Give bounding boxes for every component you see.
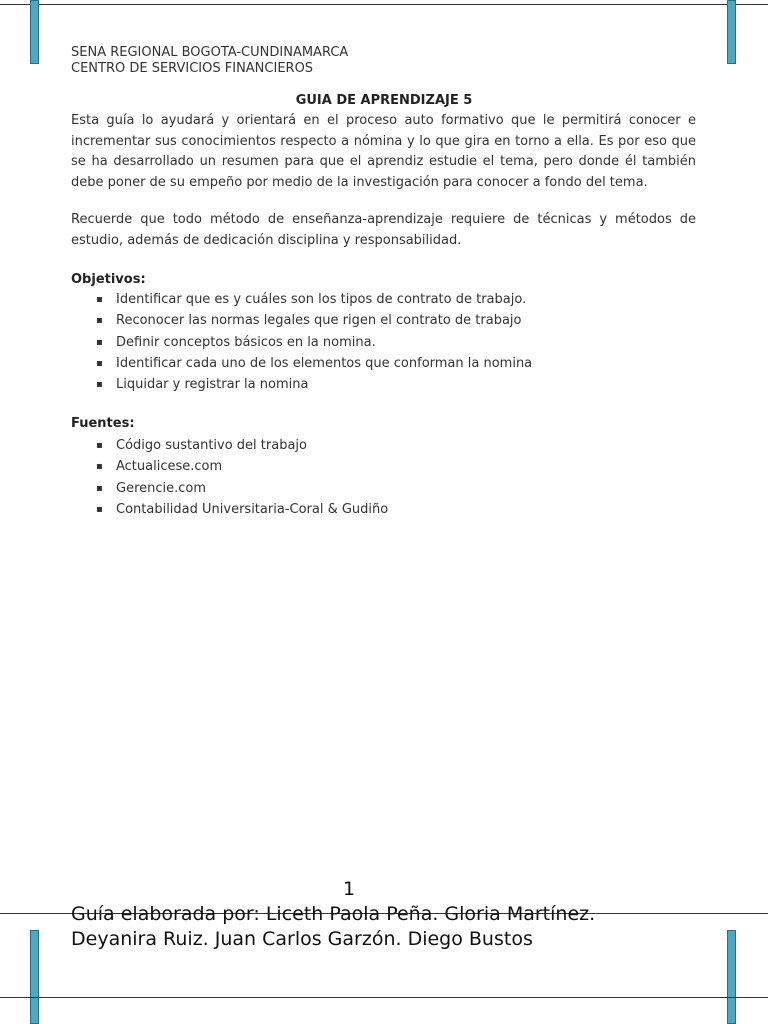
fuentes-heading: Fuentes: [71,416,135,431]
list-item: ▪ Código sustantivo del trabajo [96,435,388,456]
institution-header [71,45,348,77]
header-line-1: SENA REGIONAL BOGOTA-CUNDINAMARCA [71,45,349,60]
list-item: ▪ Reconocer las normas legales que rigen el contrato de trabajo [96,310,532,331]
list-item: ▪ Gerencie.com [96,478,388,499]
page-number: 1 [342,878,356,900]
list-item: ▪ Contabilidad Universitaria-Coral & Gudiño [96,499,388,520]
intro-paragraph: Esta guía lo ayudará y orientará en el proceso auto formativo que le permitirá conocer e incrementar sus conocimientos respecto a nómina y lo que gira en torno a ella. Es por eso que se ha desarrollado un resumen para que el aprendiz estudie el tema, pero donde él también debe poner de su empeño por medio de la investigación para conocer a fondo del tema. [71,113,696,190]
list-item: ▪ Identificar cada uno de los elementos que conforman la nomina [96,353,532,374]
footer-credits [71,902,595,952]
objetivos-heading: Objetivos: [71,272,146,287]
header-line-2: CENTRO DE SERVICIOS FINANCIEROS [71,61,314,76]
list-item: ▪ Liquidar y registrar la nomina [96,374,532,395]
bottom-left-marker [30,930,39,1024]
list-item: ▪ Definir conceptos básicos en la nomina. [96,332,532,353]
second-paragraph: Recuerde que todo método de enseñanza-aprendizaje requiere de técnicas y métodos de estudio, además de dedicación disciplina y responsabilidad. [71,212,696,248]
top-left-marker [30,0,39,64]
bottom-rule [0,997,768,998]
objetivos-list [96,289,532,395]
fuentes-list [96,435,388,520]
top-right-marker [727,0,736,64]
top-rule [0,4,768,5]
bottom-right-marker [727,930,736,1024]
footer-line-2: Deyanira Ruiz. Juan Carlos Garzón. Diego Bustos [71,928,533,950]
list-item: ▪ Actualicese.com [96,456,388,477]
document-title: GUIA DE APRENDIZAJE 5 [295,93,473,108]
footer-line-1: Guía elaborada por: Liceth Paola Peña. Gloria Martínez. [71,903,596,925]
list-item: ▪ Identificar que es y cuáles son los tipos de contrato de trabajo. [96,289,532,310]
